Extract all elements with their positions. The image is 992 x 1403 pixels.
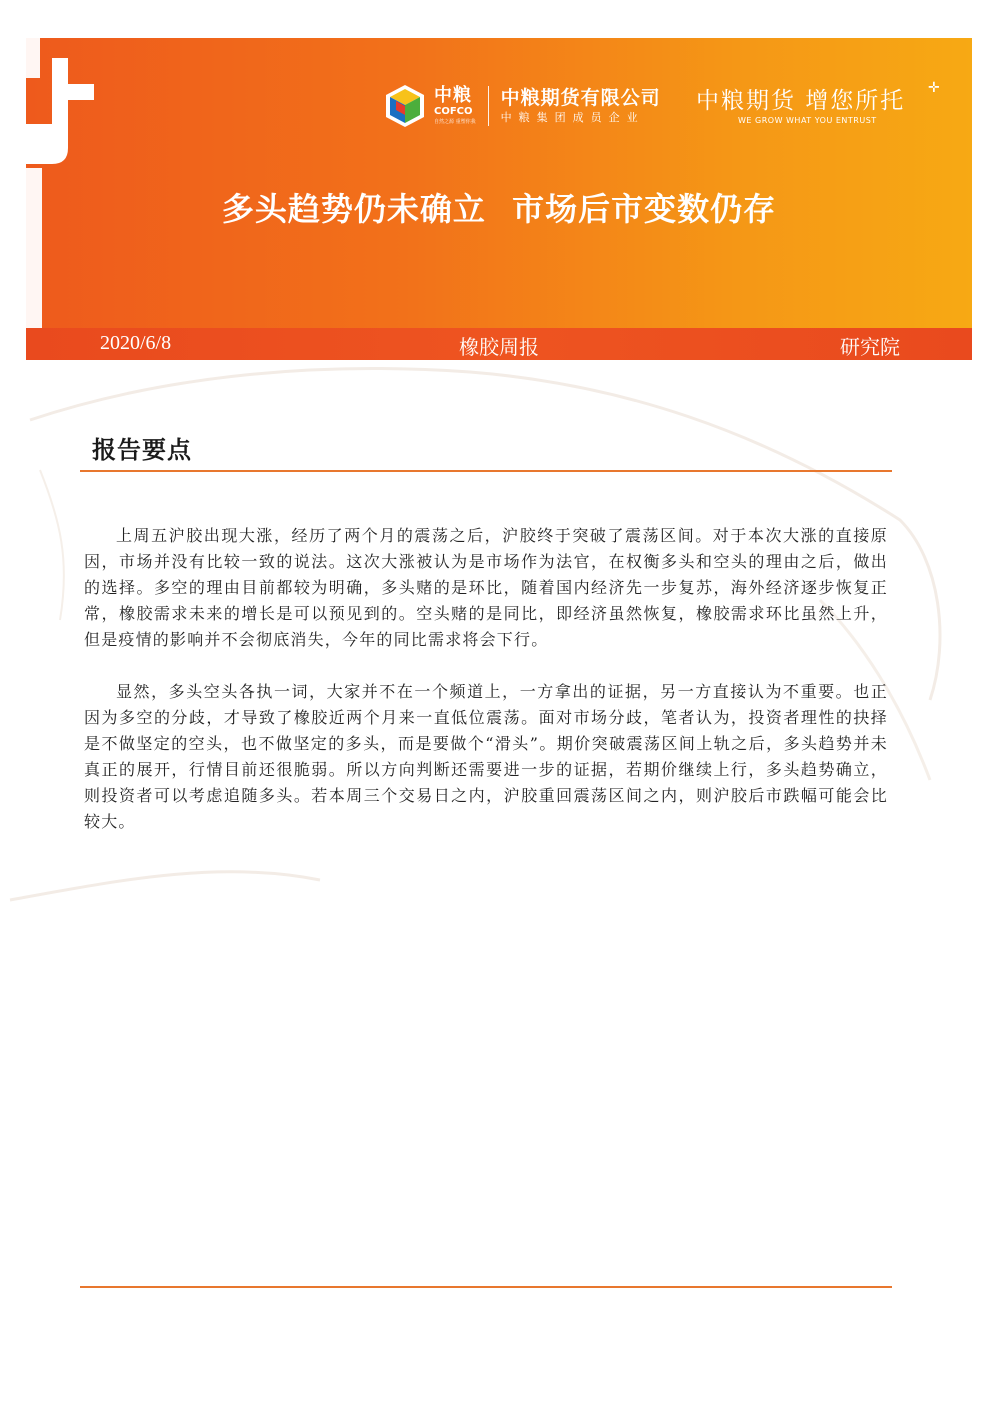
slogan-cn: 中粮期货 增您所托 bbox=[696, 88, 906, 114]
slogan-en: WE GROW WHAT YOU ENTRUST bbox=[738, 116, 877, 125]
logo-divider bbox=[488, 86, 489, 126]
header-banner bbox=[26, 38, 972, 328]
cofco-logo-icon bbox=[382, 83, 428, 129]
footer-divider bbox=[80, 1286, 892, 1288]
logo-en: COFCO bbox=[434, 106, 473, 117]
heading-divider bbox=[80, 470, 892, 472]
report-title: 多头趋势仍未确立 市场后市变数仍存 bbox=[221, 190, 777, 228]
body-paragraph: 显然，多头空头各执一词，大家并不在一个频道上，一方拿出的证据，另一方直接认为不重要。也正因为多空的分歧，才导致了橡胶近两个月来一直低位震荡。面对市场分歧，笔者认为，投资者理性的抉择是不做坚定的空头，也不做坚定的多头，而是要做个“滑头”。期价突破震荡区间上轨之后，多头趋势并未真正的展开，行情目前还很脆弱。所以方向判断还需要进一步的证据，若期价继续上行，多头趋势确立，则投资者可以考虑追随多头。若本周三个交易日之内，沪胶重回震荡区间之内，则沪胶后市跌幅可能会比较大。 bbox=[84, 682, 888, 831]
logo-tagline: 自然之源 重塑你我 bbox=[434, 119, 476, 125]
plus-icon bbox=[26, 38, 166, 328]
logo-cn: 中粮 bbox=[434, 85, 472, 106]
company-subtitle: 中粮集团成员企业 bbox=[500, 111, 645, 124]
report-info-bar bbox=[26, 328, 972, 360]
body-paragraph: 上周五沪胶出现大涨，经历了两个月的震荡之后，沪胶终于突破了震荡区间。对于本次大涨的直接原因，市场并没有比较一致的说法。这次大涨被认为是市场作为法官，在权衡多头和空头的理由之后，做出的选择。多空的理由目前都较为明确，多头赌的是环比，随着国内经济先一步复苏，海外经济逐步恢复正常，橡胶需求未来的增长是可以预见到的。空头赌的是同比，即经济虽然恢复，橡胶需求环比虽然上升，但是疫情的影响并不会彻底消失，今年的同比需求将会下行。 bbox=[84, 526, 888, 649]
report-date: 2020/6/8 bbox=[100, 332, 172, 354]
slogan-block bbox=[696, 80, 940, 126]
report-type: 橡胶周报 bbox=[459, 335, 539, 359]
company-block bbox=[501, 86, 661, 126]
slogan-plus-icon: ✛ bbox=[928, 80, 940, 96]
section-heading: 报告要点 bbox=[92, 436, 192, 464]
cofco-logo-group bbox=[382, 82, 661, 130]
cofco-wordmark bbox=[434, 86, 476, 126]
report-body bbox=[84, 523, 888, 835]
company-name: 中粮期货有限公司 bbox=[500, 87, 661, 109]
report-department: 研究院 bbox=[840, 335, 900, 359]
